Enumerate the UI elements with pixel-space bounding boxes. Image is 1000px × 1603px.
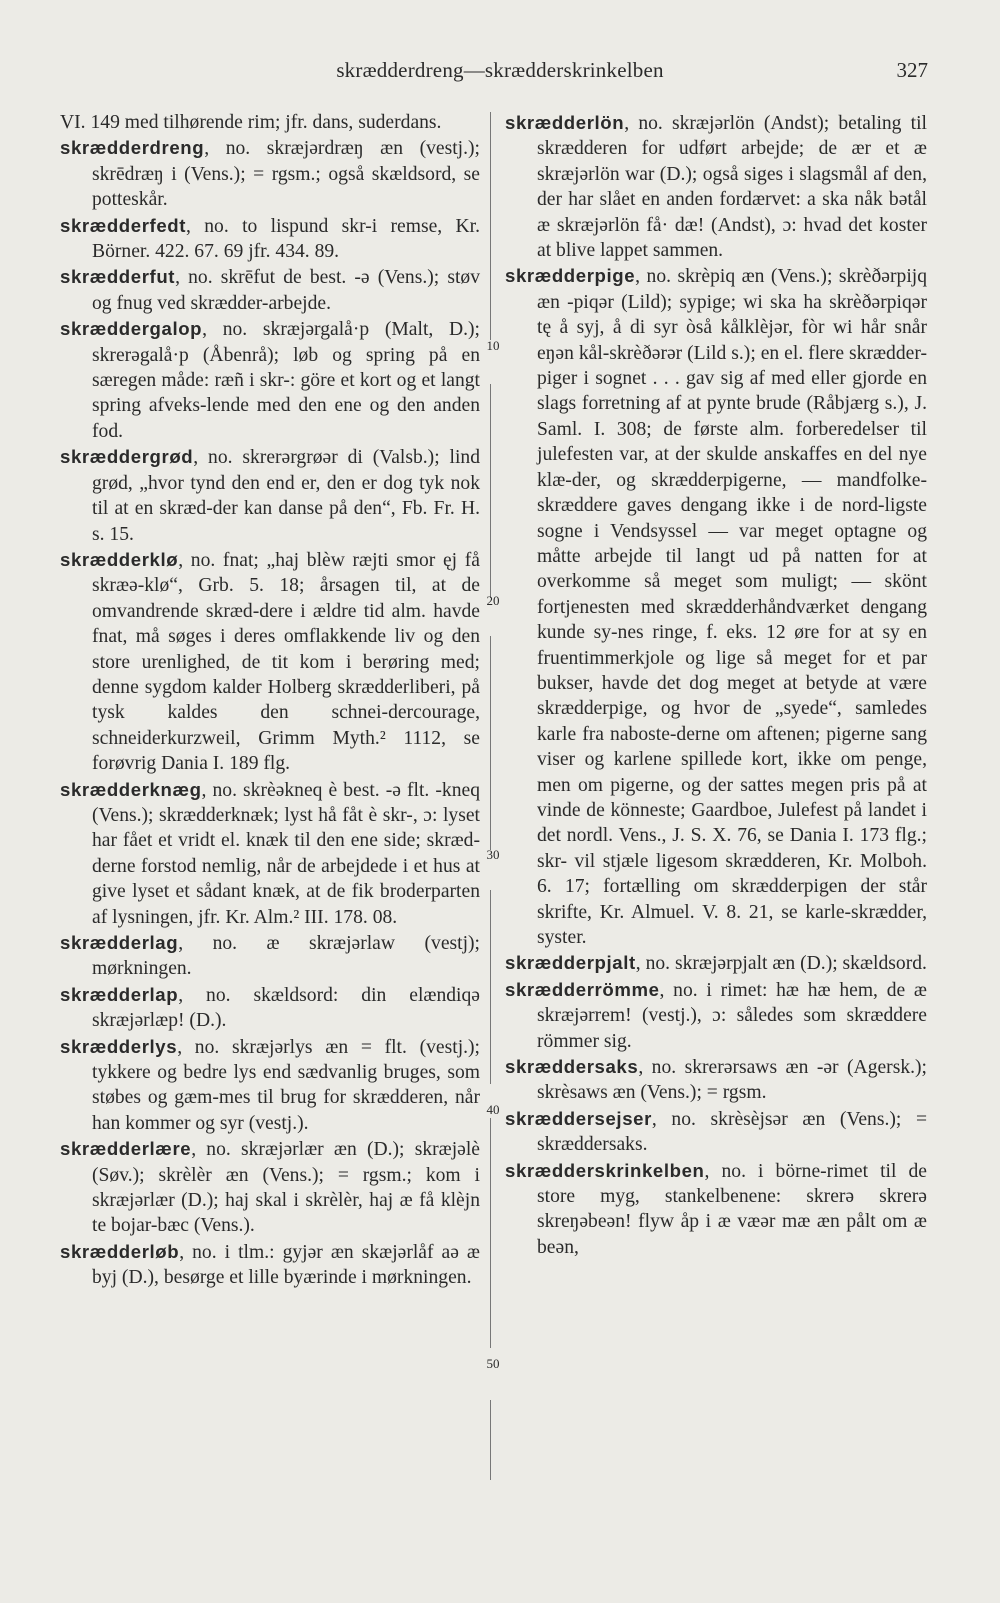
dictionary-entry xyxy=(505,263,927,950)
dictionary-entry xyxy=(60,444,480,547)
entry-headword: skræddersejser xyxy=(505,1107,652,1129)
line-number: 20 xyxy=(486,593,500,608)
page-number: 327 xyxy=(896,58,928,82)
entry-text: , no. i rimet: hæ hæ hem, de æ skræjərrem! (vestj.), ɔ: således som skræddere römmer sig. xyxy=(537,979,927,1052)
column-rule xyxy=(490,890,491,1084)
entry-text: , no. skældsord: din elændiqə skræjərlæp! (D.). xyxy=(92,984,480,1032)
entry-text: , no. to lispund skr-i remse, Kr. Börner. 422. 67. 69 jfr. 434. 89. xyxy=(92,215,480,263)
entry-text: , no. skræjərlær æn (D.); skræjəlè (Søv.); skrèlèr æn (Vens.); = rgsm.; kom i skræjərlær (D.); haj skal i skrèlèr, haj æ få klèjn te bojar-bæc (Vens.). xyxy=(92,1139,480,1237)
line-number: 50 xyxy=(486,1356,500,1371)
dictionary-entry xyxy=(60,547,480,777)
entry-text: , no. skræjərlön (Andst); betaling til skrædderen for udført arbejde; de ær et æ skræjərlön war (D.); også siges i slagsmål af den, der har slået en anden fordærvet: a ska nåk bətål æ skræjərlön få· dæ! (Andst), ɔ: hvad det koster at blive lappet sammen. xyxy=(537,113,927,262)
entry-headword: skrædderpjalt xyxy=(505,952,636,974)
entry-headword: skrædderlære xyxy=(60,1138,192,1160)
dictionary-entry xyxy=(60,316,480,444)
dictionary-entry xyxy=(505,977,927,1054)
column-rule xyxy=(490,636,491,850)
entry-headword: skrædderlys xyxy=(60,1035,178,1057)
line-number: 30 xyxy=(486,847,500,862)
entry-text: , no. skræjərdræŋ æn (vestj.); skrēdræŋ i (Vens.); = rgsm.; også skældsord, se potteskår. xyxy=(92,138,480,211)
page-header xyxy=(0,52,1000,92)
entry-headword: skrædderfut xyxy=(60,266,176,288)
dictionary-entry xyxy=(60,213,480,265)
column-rule xyxy=(490,384,491,598)
entry-text: , no. skrèpiq æn (Vens.); skrèðərpijq æn -piqər (Lild); sypige; wi ska ha skrèðərpiqər tę å syj, å di syr òså kålklèjər, fòr wi hår snår eŋən kål-skrèðərər (Lild s.); en el. flere skrædder-piger i sognet . . . gav sig af med eller gjorde en slags forretning af at pynte brude (Råbjærg s.), J. Saml. I. 308; de første alm. forberedelser til julefesten var, at der skulde anskaffes en del nye klæ-der, og skrædderpigerne, — mandfolke-skræddere gaves dengang ikke i de nord-ligste sogne i Vendsyssel — var meget optagne og måtte arbejde til langt ud på natten for at overkomme så meget som muligt; — skönt fortjenesten med skrædderhåndværket dengang kunde sy-nes ringe, f. eks. 12 øre for at sy en fruentimmerkjole og lige så meget for et par bukser, havde det dog meget at betyde at være skrædderpige, og hvor de „syede“, samledes karle fra naboste-derne om aftenen; pigerne sang viser og karlene spillede kort, ikke om penge, men om pigerne, og der sattes megen pris på at vinde de könneste; Gaardboe, Julefest på landet i det nordl. Vens., J. S. X. 76, se Dania I. 173 flg.; skr- vil stjæle ligesom skrædderen, Kr. Molboh. 6. 17; fortælling om skrædderpigen der står skrifte, Kr. Almuel. V. 8. 21, se karle-skrædder, syster. xyxy=(537,266,927,948)
entry-text: , no. æ skræjərlaw (vestj); mørkningen. xyxy=(92,933,480,980)
entry-headword: skrædderlap xyxy=(60,983,179,1005)
dictionary-entry xyxy=(505,1158,927,1261)
column-rule xyxy=(490,1400,491,1480)
entry-headword: skrædderlön xyxy=(505,112,625,133)
entry-headword: skrædderdreng xyxy=(60,137,205,159)
entry-headword: skrædderfedt xyxy=(60,214,187,236)
entry-headword: skræddersaks xyxy=(505,1056,639,1078)
entry-headword: skrædderklø xyxy=(60,548,179,570)
entry-text: , no. skrēfut de best. -ə (Vens.); støv og fnug ved skrædder-arbejde. xyxy=(92,267,480,314)
line-number: 40 xyxy=(486,1102,500,1117)
entry-continuation xyxy=(60,110,480,135)
left-column xyxy=(60,110,480,1291)
entry-headword: skræddergrød xyxy=(60,446,194,468)
dictionary-entry xyxy=(505,950,927,976)
dictionary-entry xyxy=(60,1034,480,1137)
entry-text: , no. skrerərgrøər di (Valsb.); lind grød, „hvor tynd den end er, den er dog tyk nok til at en skræd-der kan danse på den“, Fb. Fr. H. s. 15. xyxy=(92,447,480,545)
dictionary-entry xyxy=(505,1054,927,1106)
entry-text: , no. skræjərgalå·p (Malt, D.); skrerəgalå·p (Åbenrå); løb og spring på en særegen måde: ræñ i skr-: göre et kort og et langt spring afveks-lende med den ene og den anden fod. xyxy=(92,319,480,442)
dictionary-entry xyxy=(60,777,480,930)
entry-headword: skrædderknæg xyxy=(60,778,202,800)
dictionary-entry xyxy=(60,1239,480,1291)
running-title: skrædderdreng—skrædderskrinkelben xyxy=(336,58,664,82)
dictionary-entry xyxy=(505,110,927,263)
entry-text: , no. skrèsèjsər æn (Vens.); = skræddersaks. xyxy=(537,1108,927,1156)
dictionary-entry xyxy=(60,982,480,1034)
entry-text: , no. skræjərlys æn = flt. (vestj.); tykkere og bedre lys end sædvanlig bruges, som støbes og gæm-mes til brug for skrædderen, når han kommer og syr (vestj.). xyxy=(92,1036,480,1134)
entry-headword: skrædderrömme xyxy=(505,978,660,1000)
entry-text: , no. skrerərsaws æn -ər (Agersk.); skrèsaws æn (Vens.); = rgsm. xyxy=(537,1057,927,1104)
line-number: 10 xyxy=(486,338,500,353)
entry-headword: skræddergalop xyxy=(60,318,203,340)
right-column xyxy=(505,110,927,1260)
entry-headword: skrædderpige xyxy=(505,265,636,287)
entry-text: , no. i tlm.: gyjər æn skæjərlåf aə æ byj (D.), besørge et lille byærinde i mørkningen. xyxy=(92,1241,480,1289)
dictionary-entry xyxy=(60,1136,480,1239)
entry-headword: skrædderløb xyxy=(60,1240,180,1262)
dictionary-entry xyxy=(60,135,480,212)
entry-headword: skrædderlag xyxy=(60,932,179,953)
entry-text: , no. skrèəkneq è best. -ə flt. -kneq (Vens.); skrædderknæk; lyst hå fåt è skr-, ɔ: lyset har fået et vridt el. knæk til den ene side; skræd-derne forstod nemlig, når de arbejdede i et hus at give lyset et sådant knæk, at de fik broderparten af lysningen, jfr. Kr. Alm.² III. 178. 08. xyxy=(92,779,480,928)
column-rule xyxy=(490,112,491,340)
dictionary-entry xyxy=(505,1106,927,1158)
entry-headword: skrædderskrinkelben xyxy=(505,1159,705,1181)
dictionary-entry xyxy=(60,264,480,316)
entry-text: VI. 149 med tilhørende rim; jfr. dans, suderdans. xyxy=(60,112,442,133)
entry-text: , no. skræjərpjalt æn (D.); skældsord. xyxy=(635,953,927,975)
dictionary-entry xyxy=(60,930,480,982)
entry-text: , no. fnat; „haj blèw ræjti smor ęj få skræə-klø“, Grb. 5. 18; årsagen til, at de omvandrende skræd-dere i ældre tid alm. havde fnat, må søges i deres omflakkende liv og den store urenlighed, de tit kom i berøring med; denne sygdom kalder Holberg skrædderliberi, på tysk kaldes den schnei-dercourage, schneiderkurzweil, Grimm Myth.² 1112, se forøvrig Dania I. 189 flg. xyxy=(92,549,480,775)
entry-text: , no. i börne-rimet til de store myg, stankelbenene: skrerə skrerə skreŋəbeən! flyw åp i æ væər mæ æn pålt om æ beən, xyxy=(537,1160,927,1258)
column-rule xyxy=(490,1118,491,1348)
